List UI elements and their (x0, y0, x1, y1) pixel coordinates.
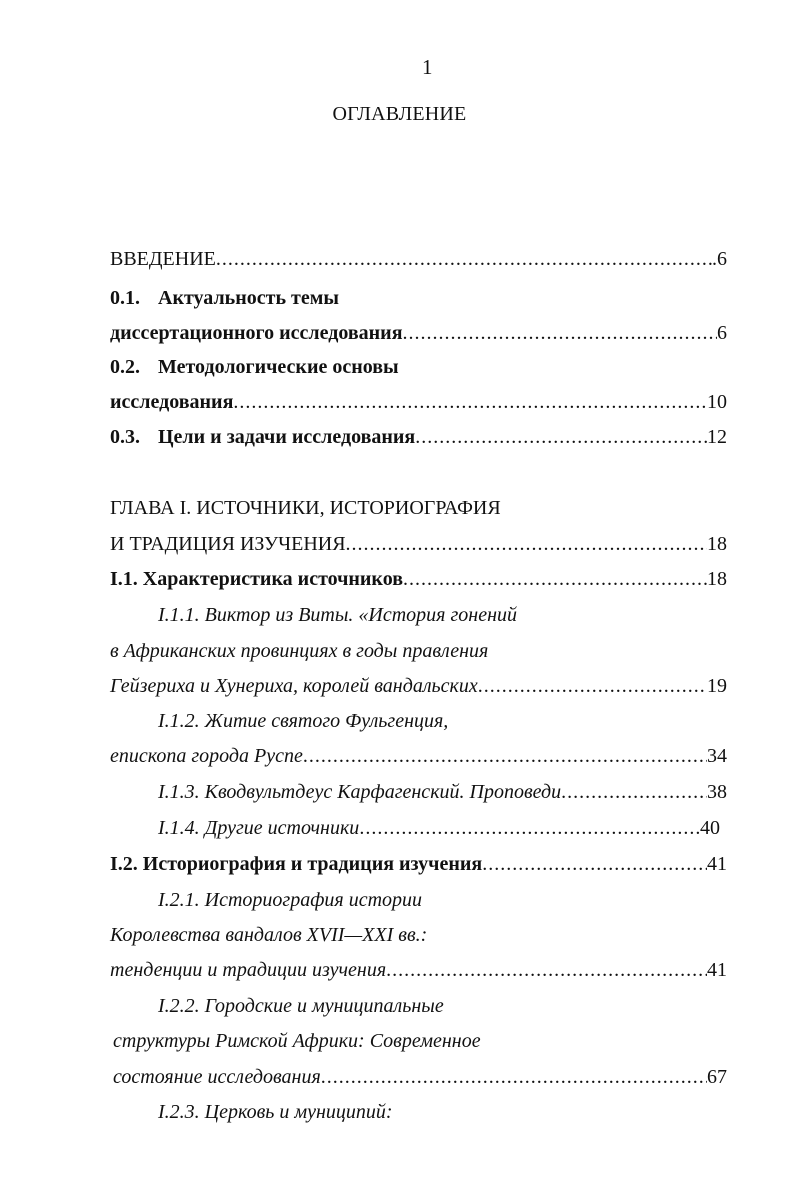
toc-entry-page: 34 (707, 745, 727, 767)
toc-entry-label: I.1. Характеристика источников (110, 568, 403, 590)
toc-entry-1-2-2-cont2 (0, 1062, 799, 1092)
toc-entry-1-1-2-cont (0, 741, 799, 771)
toc-entry-label: ГЛАВА I. ИСТОЧНИКИ, ИСТОРИОГРАФИЯ (110, 497, 501, 519)
toc-leader-dots (403, 318, 717, 348)
toc-leader-dots (386, 955, 707, 985)
page-number: 1 (422, 55, 433, 79)
toc-leader-dots (403, 564, 707, 594)
toc-entry-label: I.2.3. Церковь и муниципий: (158, 1101, 393, 1123)
toc-entry-page: 18 (707, 533, 727, 555)
toc-chapter-1 (0, 493, 799, 523)
toc-entry-label: I.2.1. Историография истории (158, 889, 423, 911)
toc-entry-0-2-cont (0, 387, 799, 417)
toc-entry-number: 0.2. (110, 356, 140, 378)
toc-entry-introduction (0, 244, 799, 274)
toc-entry-label: состояние исследования (113, 1066, 321, 1088)
toc-leader-dots (478, 671, 707, 701)
toc-leader-dots (561, 777, 707, 807)
toc-entry-page: .6 (712, 248, 727, 270)
toc-entry-label: I.2. Историография и традиция изучения (110, 853, 483, 875)
toc-entry-page: 10 (707, 391, 727, 413)
page-title: ОГЛАВЛЕНИЕ (332, 103, 467, 125)
toc-entry-page: 41 (707, 959, 727, 981)
toc-entry-label: Королевства вандалов XVII—XXI вв.: (110, 924, 428, 946)
toc-entry-page: 18 (707, 568, 727, 590)
toc-entry-label: ВВЕДЕНИЕ (110, 248, 216, 270)
toc-entry-label: И ТРАДИЦИЯ ИЗУЧЕНИЯ (110, 533, 346, 555)
toc-entry-page: 67 (707, 1066, 727, 1088)
toc-entry-1-1-1 (0, 600, 799, 630)
toc-entry-label: тенденции и традиции изучения (110, 959, 387, 981)
toc-leader-dots (482, 849, 707, 879)
toc-entry-1-1-1-cont2 (0, 671, 799, 701)
toc-leader-dots (346, 529, 707, 559)
toc-entry-1-2-2 (0, 991, 799, 1021)
toc-entry-label: Актуальность темы (158, 287, 339, 309)
toc-entry-0-1 (0, 283, 799, 313)
toc-entry-1-1-1-cont1 (0, 636, 799, 666)
toc-entry-label: епископа города Руспе (110, 745, 303, 767)
toc-entry-number: 0.3. (110, 426, 140, 448)
toc-entry-label: в Африканских провинциях в годы правления (110, 640, 489, 662)
toc-entry-number: 0.1. (110, 287, 140, 309)
toc-entry-1-2-1-cont2 (0, 955, 799, 985)
toc-leader-dots (233, 387, 707, 417)
toc-entry-1-1-2 (0, 706, 799, 736)
toc-entry-label: Методологические основы (158, 356, 399, 378)
toc-entry-page: 6 (717, 322, 727, 344)
toc-entry-1-2-1-cont1 (0, 920, 799, 950)
toc-leader-dots (415, 422, 707, 452)
toc-leader-dots (303, 741, 707, 771)
toc-entry-1-2 (0, 849, 799, 879)
toc-entry-0-2 (0, 352, 799, 382)
toc-entry-label: I.2.2. Городские и муниципальные (158, 995, 444, 1017)
toc-entry-page: 12 (707, 426, 727, 448)
toc-leader-dots (321, 1062, 707, 1092)
toc-entry-1-2-2-cont1 (0, 1026, 799, 1056)
toc-entry-1-2-3 (0, 1097, 799, 1127)
toc-entry-label: I.1.4. Другие источники (158, 817, 360, 839)
toc-chapter-1-cont (0, 529, 799, 559)
toc-entry-page: 19 (707, 675, 727, 697)
toc-leader-dots (359, 813, 700, 843)
toc-entry-0-3 (0, 422, 799, 452)
toc-entry-label: I.1.2. Житие святого Фульгенция, (158, 710, 449, 732)
toc-leader-dots (216, 244, 712, 274)
toc-entry-page: 38 (707, 781, 727, 803)
toc-entry-page: 40 (700, 817, 720, 839)
toc-entry-1-2-1 (0, 885, 799, 915)
toc-entry-label: I.1.3. Кводвультдеус Карфагенский. Проповеди (158, 781, 562, 803)
toc-entry-1-1-4 (0, 813, 799, 843)
toc-entry-label: Гейзериха и Хунериха, королей вандальских (110, 675, 478, 697)
toc-entry-label: Цели и задачи исследования (158, 426, 416, 448)
toc-entry-label: структуры Римской Африки: Современное (113, 1030, 481, 1052)
toc-entry-1-1-3 (0, 777, 799, 807)
toc-entry-label: диссертационного исследования (110, 322, 403, 344)
toc-entry-1-1 (0, 564, 799, 594)
toc-entry-label: исследования (110, 391, 234, 413)
toc-entry-0-1-cont (0, 318, 799, 348)
toc-entry-page: 41 (707, 853, 727, 875)
toc-entry-label: I.1.1. Виктор из Виты. «История гонений (158, 604, 518, 626)
